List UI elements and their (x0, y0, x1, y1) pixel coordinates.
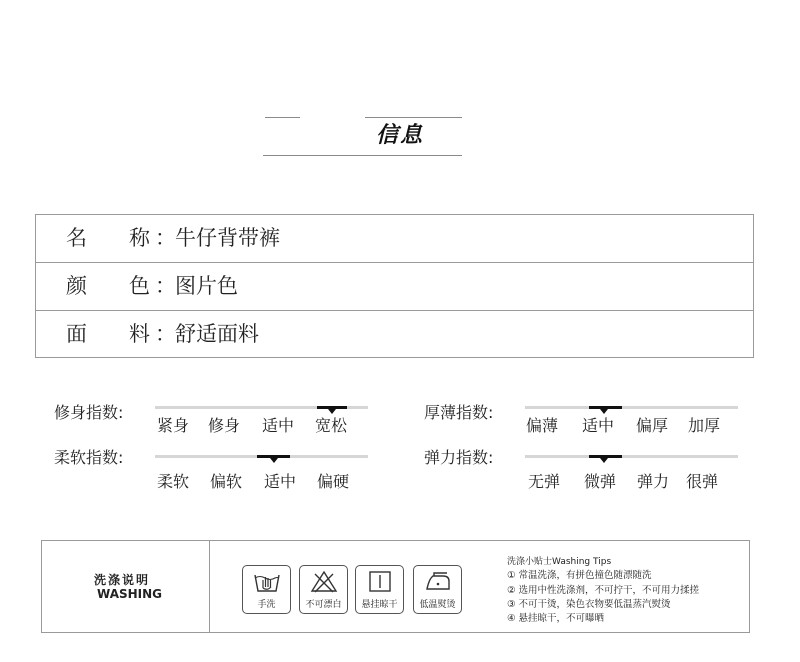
icon-caption: 手洗 (257, 600, 276, 610)
info-row-fabric (36, 311, 753, 358)
info-colon: ： (155, 322, 176, 346)
washing-title-en: WASHING (97, 587, 163, 601)
section-title: 信息 (375, 122, 424, 148)
fit-option: 紧身 (157, 416, 190, 435)
info-row-name (36, 215, 753, 262)
softness-option-selected: 适中 (264, 472, 297, 491)
no-bleach-icon (299, 565, 348, 614)
washing-tips-title: 洗涤小贴士Washing Tips (507, 557, 612, 567)
icon-caption: 不可漂白 (305, 600, 342, 610)
title-line-top-left (265, 117, 300, 118)
hang-dry-icon (365, 569, 395, 595)
elasticity-option-selected: 微弹 (584, 472, 617, 491)
fit-index-label: 修身指数: (54, 403, 124, 422)
low-iron-icon (423, 569, 453, 595)
elasticity-option: 弹力 (637, 472, 670, 491)
hand-wash-icon (252, 569, 282, 595)
info-value-color: 图片色 (175, 274, 238, 298)
info-label-char: 名 (66, 226, 87, 250)
softness-option: 偏软 (210, 472, 243, 491)
washing-divider (209, 541, 210, 632)
fit-option: 适中 (262, 416, 295, 435)
info-value-fabric: 舒适面料 (175, 322, 259, 346)
softness-option: 偏硬 (317, 472, 350, 491)
low-iron-icon (413, 565, 462, 614)
icon-caption: 低温熨烫 (419, 600, 456, 610)
washing-tip: ① 常温洗涤，有拼色撞色随漂随洗 (507, 570, 652, 581)
softness-index-label: 柔软指数: (54, 448, 124, 467)
product-info-table (35, 214, 754, 358)
thickness-index-scale (525, 406, 738, 409)
thickness-option: 偏厚 (636, 416, 669, 435)
elasticity-option: 无弹 (528, 472, 561, 491)
info-label-char: 料 (129, 322, 150, 346)
info-colon: ： (155, 226, 176, 250)
fit-option: 修身 (208, 416, 241, 435)
washing-tip: ④ 悬挂晾干，不可曝晒 (507, 613, 605, 624)
info-value-name: 牛仔背带裤 (175, 226, 280, 250)
thickness-option: 加厚 (688, 416, 721, 435)
info-label-char: 称 (129, 226, 150, 250)
washing-tip: ③ 不可干烫，染色衣物要低温蒸汽熨烫 (507, 599, 671, 610)
washing-tip: ② 选用中性洗涤剂，不可拧干，不可用力揉搓 (507, 585, 700, 596)
thickness-option-selected: 适中 (582, 416, 615, 435)
info-label-char: 面 (66, 322, 87, 346)
info-label-char: 颜 (66, 274, 87, 298)
thickness-index-label: 厚薄指数: (424, 403, 494, 422)
no-bleach-icon (309, 569, 339, 595)
icon-caption: 悬挂晾干 (361, 600, 398, 610)
thickness-option: 偏薄 (526, 416, 559, 435)
info-label-char: 色 (129, 274, 150, 298)
softness-index-pointer (270, 458, 278, 463)
hand-wash-icon (242, 565, 291, 614)
softness-option: 柔软 (157, 472, 190, 491)
elasticity-option: 很弹 (686, 472, 719, 491)
elasticity-index-label: 弹力指数: (424, 448, 494, 467)
title-line-bottom (263, 155, 462, 156)
elasticity-index-pointer (600, 458, 608, 463)
hang-dry-icon (355, 565, 404, 614)
washing-title-cn: 洗涤说明 (94, 573, 151, 587)
info-row-color (36, 263, 753, 310)
info-colon: ： (155, 274, 176, 298)
washing-instructions (41, 540, 750, 633)
elasticity-index-scale (525, 455, 738, 458)
fit-option-selected: 宽松 (315, 416, 348, 435)
